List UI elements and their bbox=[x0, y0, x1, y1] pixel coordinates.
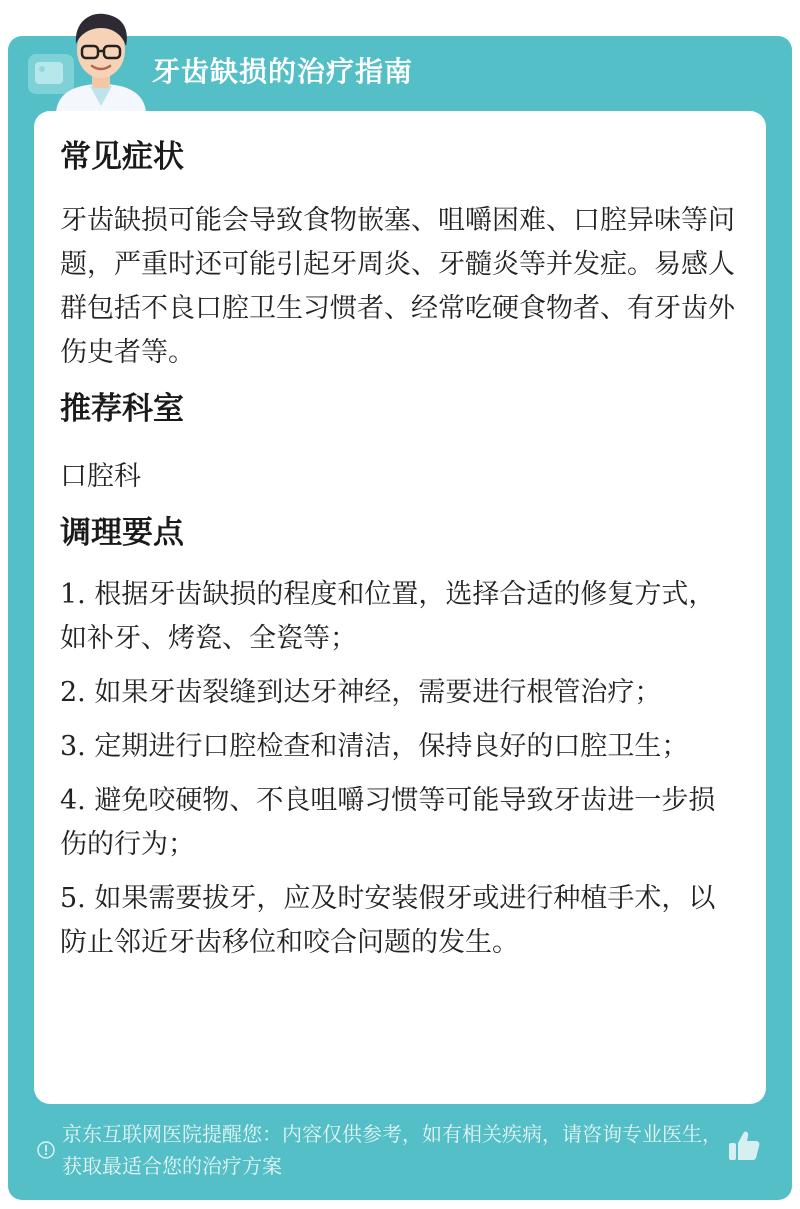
care-item-number: 5. bbox=[60, 883, 86, 914]
content-card bbox=[34, 111, 766, 1104]
care-heading: 调理要点 bbox=[60, 515, 184, 551]
doctor-avatar-icon bbox=[46, 6, 156, 112]
thumbs-up-icon[interactable] bbox=[726, 1128, 762, 1164]
care-item bbox=[60, 779, 740, 867]
care-item-text: 根据牙齿缺损的程度和位置，选择合适的修复方式，如补牙、烤瓷、全瓷等； bbox=[60, 579, 716, 654]
department-heading: 推荐科室 bbox=[60, 391, 184, 427]
care-item bbox=[60, 877, 740, 965]
disclaimer-text: 京东互联网医院提醒您：内容仅供参考，如有相关疾病，请咨询专业医生，获取最适合您的治疗方案 bbox=[62, 1122, 722, 1178]
care-item-text: 如果牙齿裂缝到达牙神经，需要进行根管治疗； bbox=[85, 677, 662, 708]
care-item-text: 定期进行口腔检查和清洁，保持良好的口腔卫生； bbox=[85, 731, 689, 762]
care-item bbox=[60, 671, 740, 715]
care-list bbox=[60, 573, 740, 965]
disclaimer-footer bbox=[34, 1118, 766, 1188]
symptoms-heading: 常见症状 bbox=[60, 139, 184, 175]
care-item-number: 2. bbox=[60, 677, 86, 708]
care-item-text: 如果需要拔牙，应及时安装假牙或进行种植手术，以防止邻近牙齿移位和咬合问题的发生。 bbox=[60, 883, 716, 958]
care-item-number: 3. bbox=[60, 731, 86, 762]
symptoms-text: 牙齿缺损可能会导致食物嵌塞、咀嚼困难、口腔异味等问题，严重时还可能引起牙周炎、牙髓炎等并发症。易感人群包括不良口腔卫生习惯者、经常吃硬食物者、有牙齿外伤史者等。 bbox=[60, 205, 735, 368]
care-item bbox=[60, 725, 740, 769]
care-item-text: 避免咬硬物、不良咀嚼习惯等可能导致牙齿进一步损伤的行为； bbox=[60, 785, 716, 860]
care-item bbox=[60, 573, 740, 661]
info-icon bbox=[36, 1140, 56, 1160]
care-item-number: 1. bbox=[60, 579, 86, 610]
department-text: 口腔科 bbox=[60, 461, 141, 492]
care-item-number: 4. bbox=[60, 785, 86, 816]
page-title: 牙齿缺损的治疗指南 bbox=[152, 55, 414, 88]
